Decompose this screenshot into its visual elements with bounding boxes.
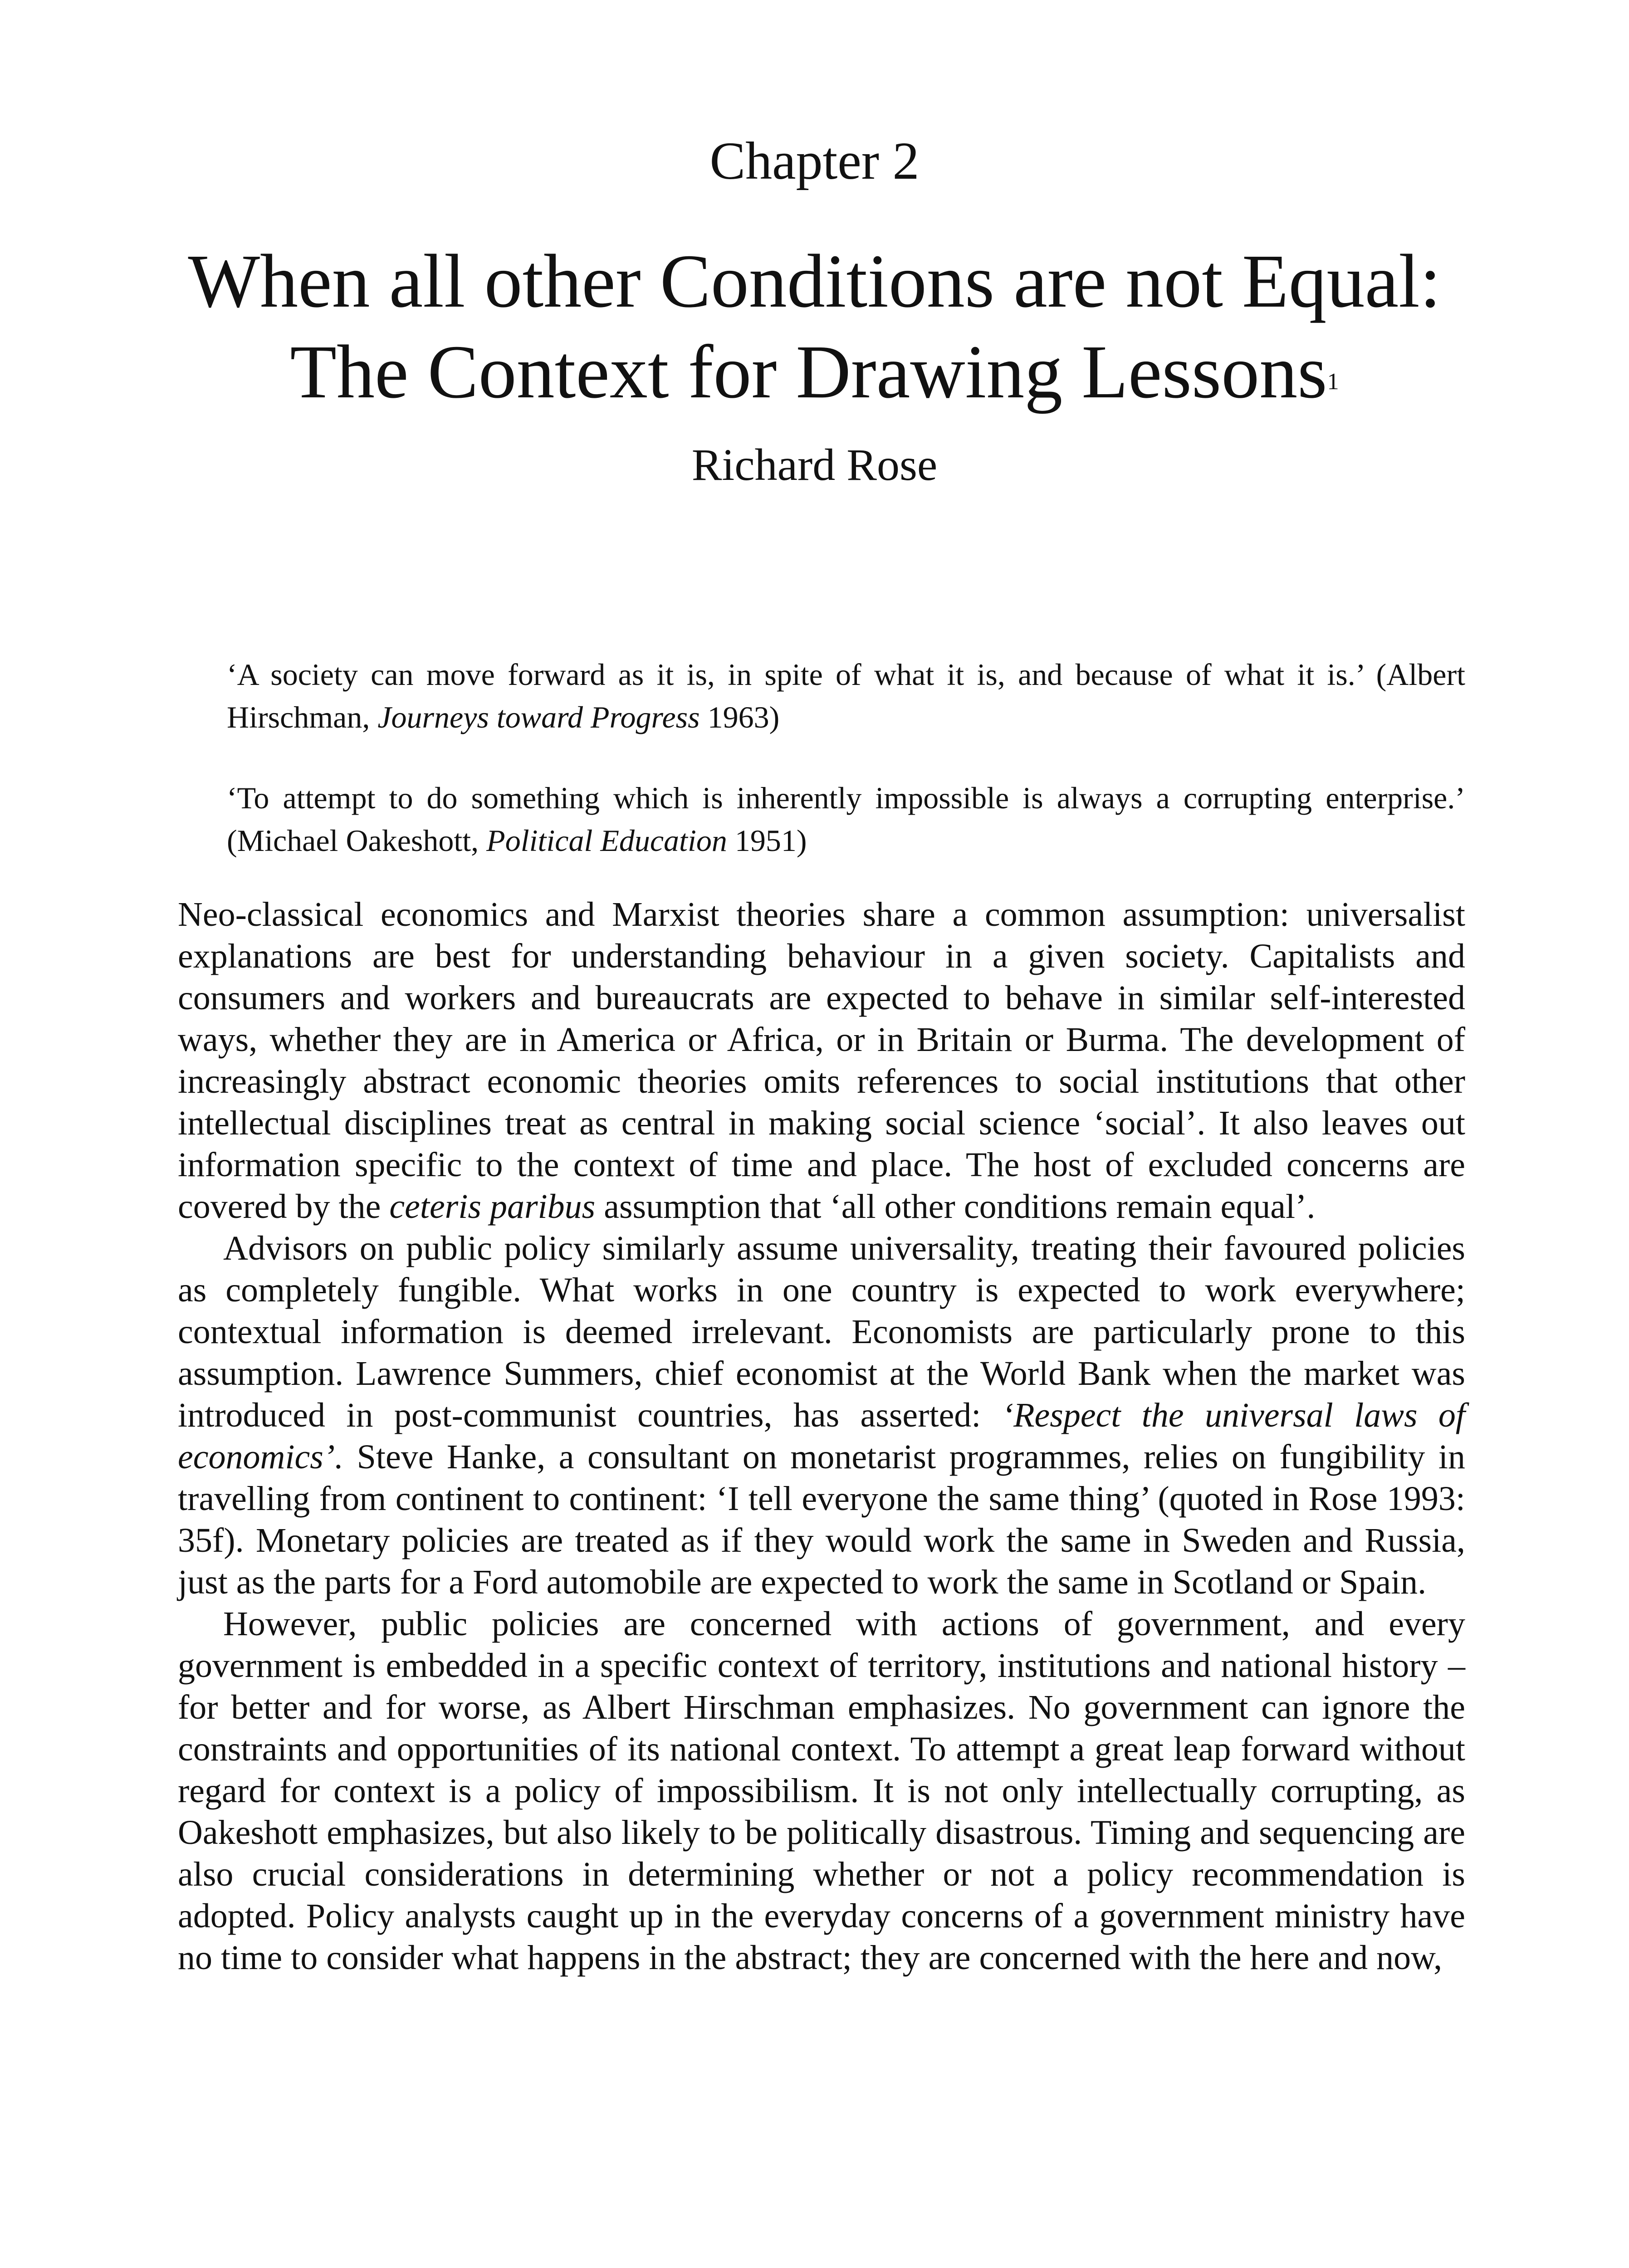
title-footnote-marker[interactable]: 1: [1327, 369, 1339, 395]
chapter-title-line-2: The Context for Drawing Lessons: [290, 330, 1327, 414]
chapter-label: Chapter 2: [709, 131, 920, 191]
paragraph-text: assumption that ‘all other conditions remain equal’.: [595, 1188, 1316, 1226]
chapter-title-line-1: When all other Conditions are not Equal:: [188, 239, 1441, 323]
paragraph-3: However, public policies are concerned with actions of government, and every government is embedded in a specific context of territory, institutions and national history – for better and for worse, as Albert Hirschman emphasizes. No government can ignore the constraints and opportunities of its national context. To attempt a great leap forward without regard for context is a policy of impossibilism. It is not only intellectually corrupting, as Oakeshott emphasizes, but also likely to be politically disastrous. Timing and sequencing are also crucial considerations in determining whether or not a policy recommendation is adopted. Policy analysts caught up in the everyday concerns of a government ministry have no time to consider what happens in the abstract; they are concerned with the here and now,: [178, 1605, 1465, 1977]
paragraph-text: Neo-classical economics and Marxist theories share a common assumption: universalist explanations are best for understanding behaviour in a given society. Capitalists and consumers and workers and bureaucrats are expected to behave in similar self-interested ways, whether they are in America or Africa, or in Britain or Burma. The development of increasingly abstract economic theories omits references to social institutions that other intellectual disciplines treat as central in making social science ‘social’. It also leaves out information specific to the context of time and place. The host of excluded concerns are covered by the: [178, 895, 1465, 1226]
paragraph-1: [178, 894, 1465, 1227]
body-text: [178, 894, 1465, 1979]
paragraph-text: Advisors on public policy similarly assume universality, treating their favoured policies as completely fungible. What works in one country is expected to work everywhere; contextual information is deemed irrelevant. Economists are particularly prone to this assumption. Lawrence Summers, chief economist at the World Bank when the market was introduced in post-communist countries, has asserted:: [178, 1229, 1465, 1434]
epigraph-year: 1963): [700, 700, 780, 734]
italic-term: ceteris paribus: [389, 1188, 596, 1226]
epigraph-work-title: Journeys toward Progress: [377, 700, 700, 734]
epigraph-work-title: Political Education: [486, 823, 727, 858]
epigraph-oakeshott: [227, 777, 1465, 862]
chapter-title: [0, 236, 1629, 417]
epigraph-quote: ‘To attempt to do something which is inherently impossible is always a corrupting enterprise.’ (Michael Oakeshott,: [227, 781, 1465, 858]
paragraph-2: [178, 1227, 1465, 1603]
author-name: Richard Rose: [691, 440, 938, 490]
epigraph-year: 1951): [727, 823, 807, 858]
epigraph-hirschman: [227, 653, 1465, 738]
paragraph-text: Steve Hanke, a consultant on monetarist programmes, relies on fungibility in travelling from continent to continent: ‘I tell everyone the same thing’ (quoted in Rose 1993: 35f). Monetary policies are treated as if they would work the same in Sweden and Russia, just as the parts for a Ford automobile are expected to work the same in Scotland or Spain.: [178, 1438, 1465, 1601]
epigraph-quote: ‘A society can move forward as it is, in spite of what it is, and because of what it is.’ (Albert Hirschman,: [227, 657, 1465, 734]
italic-quote: ‘Respect the universal laws of economics’.: [178, 1396, 1465, 1476]
